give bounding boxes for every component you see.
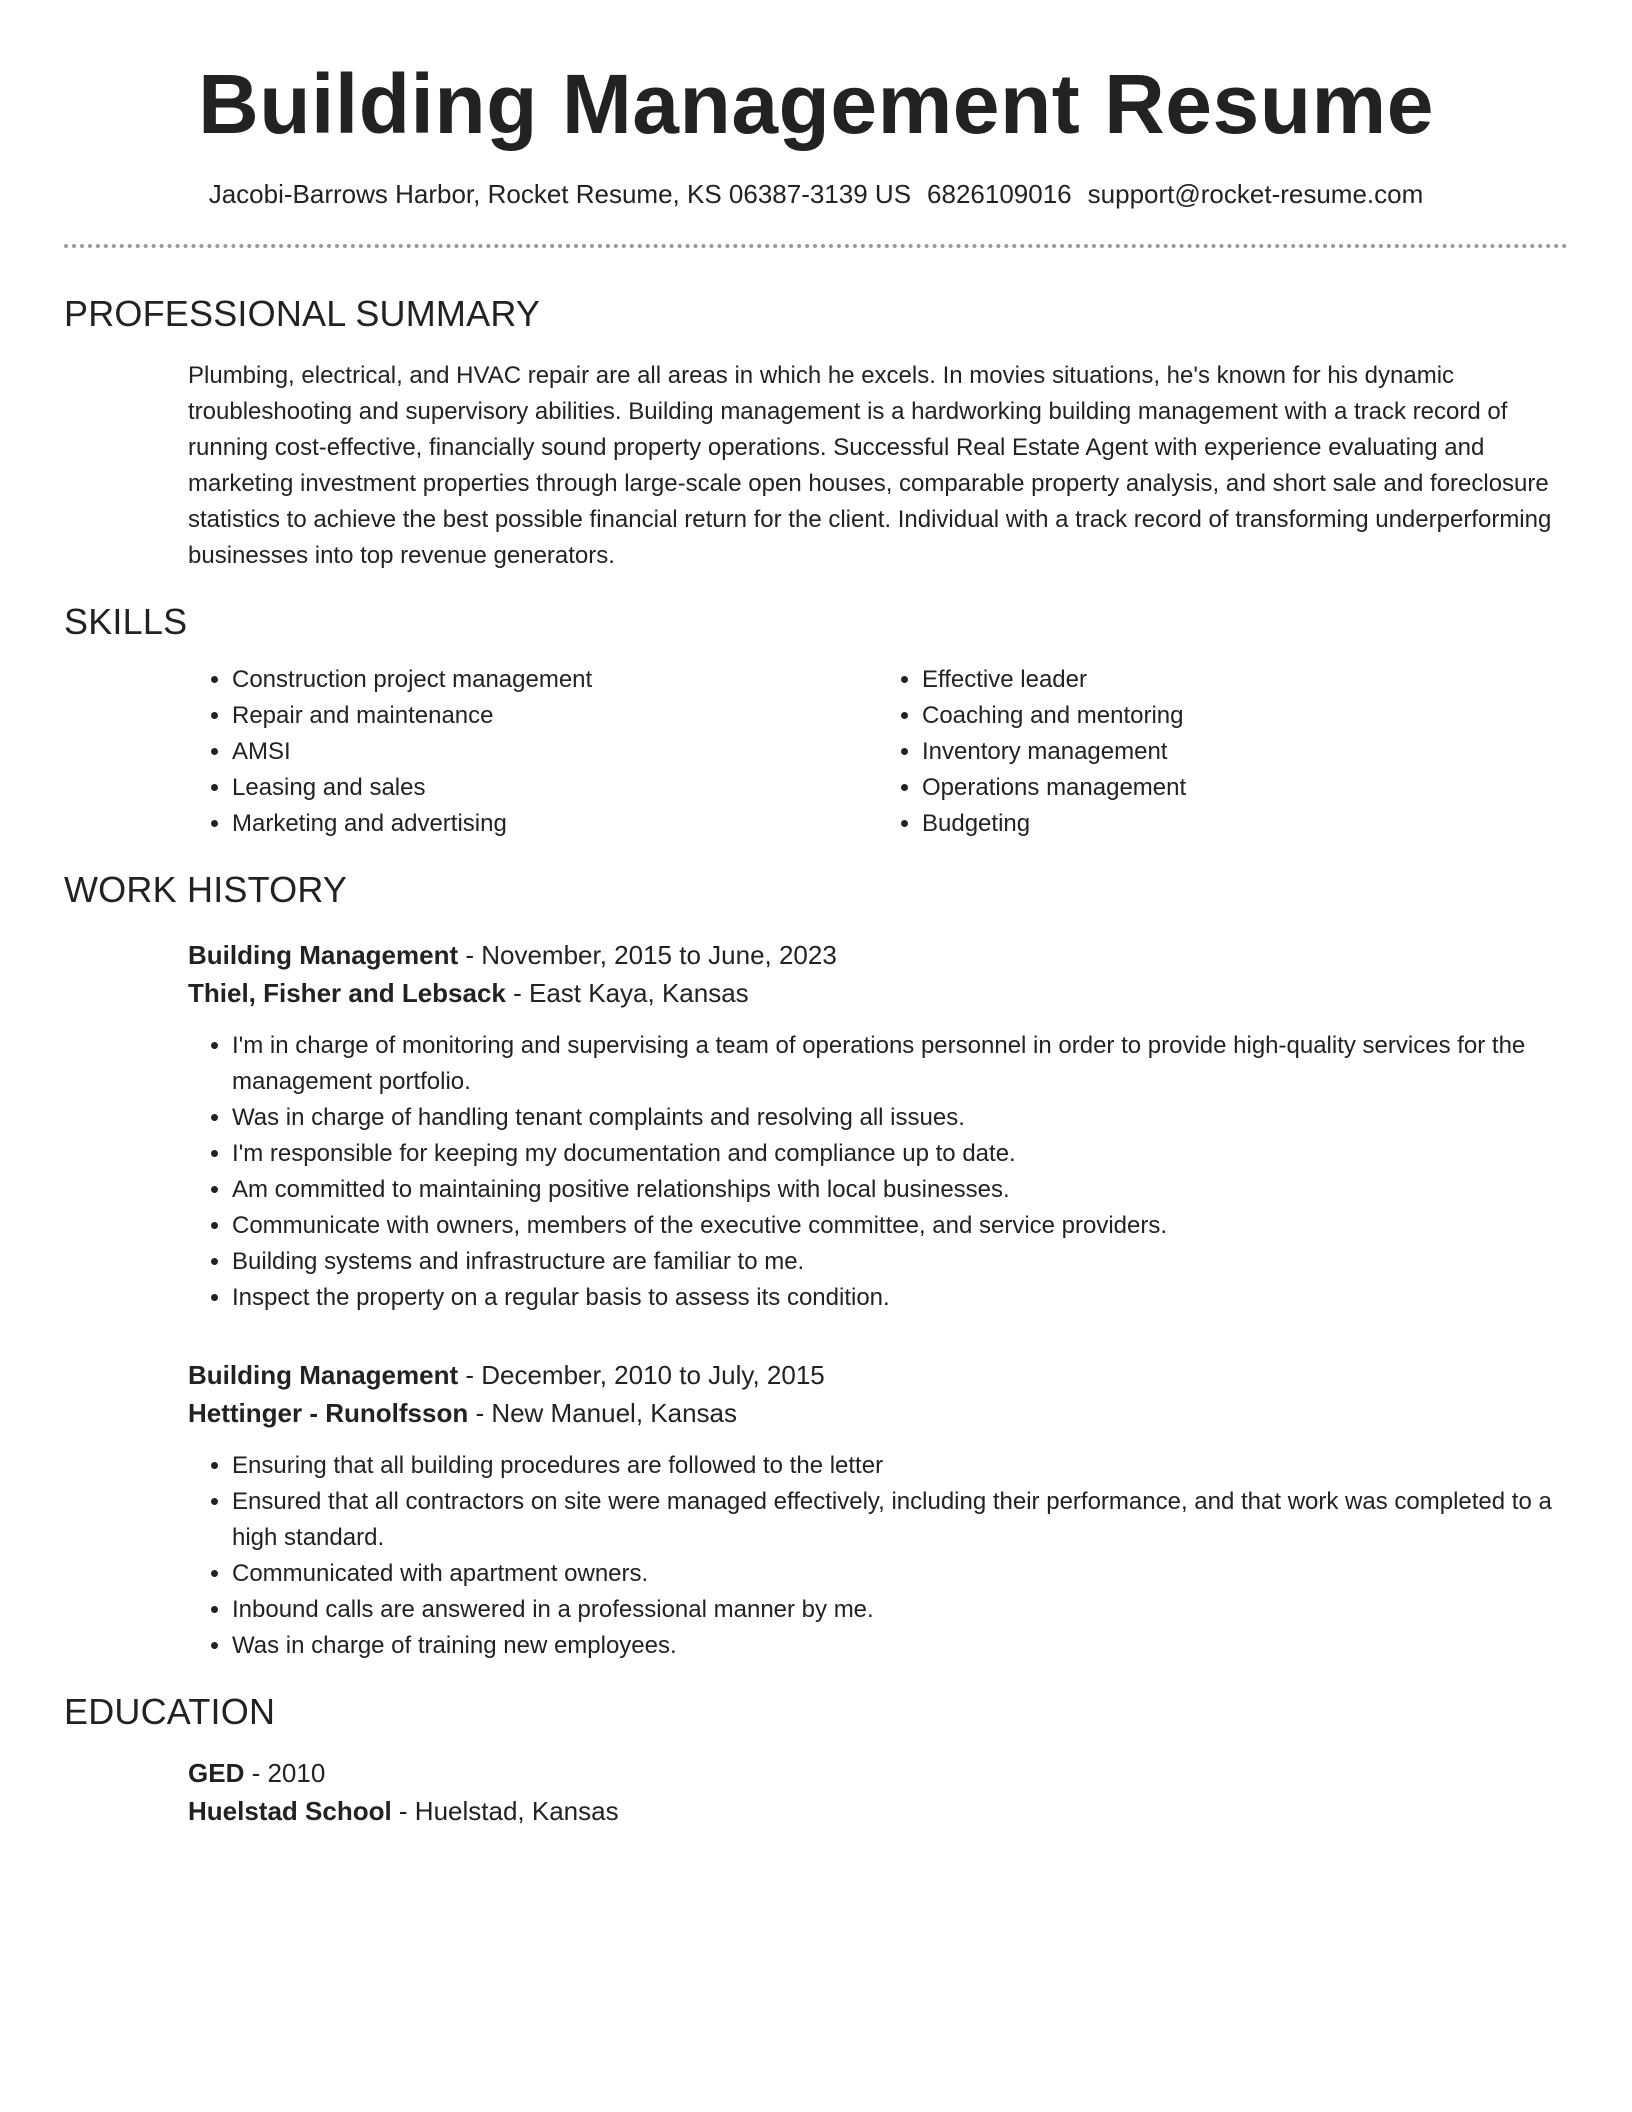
contact-address: Jacobi-Barrows Harbor, Rocket Resume, KS 06387-3139 US (208, 179, 912, 209)
job-entry (188, 1356, 1568, 1664)
education-school-line (188, 1792, 1568, 1830)
job-company: Thiel, Fisher and Lebsack (188, 978, 506, 1008)
job-duties (188, 1028, 1568, 1316)
contact-line (64, 176, 1568, 212)
education-degree: GED (188, 1758, 245, 1788)
skill-item: • Coaching and mentoring (922, 698, 1568, 734)
duty-item: • Ensuring that all building procedures are followed to the letter (232, 1448, 1568, 1484)
job-company-line (188, 1394, 1568, 1432)
skill-item: • Operations management (922, 770, 1568, 806)
education-location: - Huelstad, Kansas (391, 1796, 619, 1826)
skill-item: • Repair and maintenance (232, 698, 878, 734)
job-title-line (188, 936, 1568, 974)
education-year: - 2010 (244, 1758, 326, 1788)
work-heading: WORK HISTORY (64, 869, 348, 910)
skill-item: • AMSI (232, 734, 878, 770)
duty-item: • Was in charge of training new employees. (232, 1628, 1568, 1664)
contact-email: support@rocket-resume.com (1087, 179, 1424, 209)
contact-phone: 6826109016 (927, 179, 1072, 209)
job-title: Building Management (188, 940, 459, 970)
job-dates: - December, 2010 to July, 2015 (458, 1360, 825, 1390)
duty-item: • I'm responsible for keeping my documentation and compliance up to date. (232, 1136, 1568, 1172)
resume-page (64, 0, 1568, 1830)
resume-title: Building Management Resume (198, 57, 1434, 151)
duty-item: • Inbound calls are answered in a professional manner by me. (232, 1592, 1568, 1628)
job-location: - New Manuel, Kansas (468, 1398, 738, 1428)
job-title: Building Management (188, 1360, 459, 1390)
job-entry (188, 936, 1568, 1316)
skill-item: • Budgeting (922, 806, 1568, 842)
duty-item: • I'm in charge of monitoring and supervising a team of operations personnel in order to provide high-quality services for the management portfolio. (232, 1028, 1568, 1100)
duty-item: • Inspect the property on a regular basis to assess its condition. (232, 1280, 1568, 1316)
duty-item: • Building systems and infrastructure are familiar to me. (232, 1244, 1568, 1280)
header-divider (64, 244, 1568, 248)
job-company: Hettinger - Runolfsson (188, 1398, 469, 1428)
education-heading: EDUCATION (64, 1691, 276, 1732)
duty-item: • Communicated with apartment owners. (232, 1556, 1568, 1592)
duty-item: • Ensured that all contractors on site were managed effectively, including their performance, and that work was completed to a high standard. (232, 1484, 1568, 1556)
summary-text: Plumbing, electrical, and HVAC repair are all areas in which he excels. In movies situations, he's known for his dynamic troubleshooting and supervisory abilities. Building management is a hardworking building management with a track record of running cost-effective, financially sound property operations. Successful Real Estate Agent with experience evaluating and marketing investment properties through large-scale open houses, comparable property analysis, and short sale and foreclosure statistics to achieve the best possible financial return for the client. Individual with a track record of transforming underperforming businesses into top revenue generators. (188, 362, 1552, 569)
duty-item: • Was in charge of handling tenant complaints and resolving all issues. (232, 1100, 1568, 1136)
work-body (188, 936, 1568, 1664)
education-degree-line (188, 1754, 1568, 1792)
job-duties (188, 1448, 1568, 1664)
duty-item: • Am committed to maintaining positive relationships with local businesses. (232, 1172, 1568, 1208)
skill-item: • Marketing and advertising (232, 806, 878, 842)
education-body (188, 1754, 1568, 1830)
skills-column-right (878, 662, 1568, 842)
skill-item: • Effective leader (922, 662, 1568, 698)
skills-heading: SKILLS (64, 601, 188, 642)
summary-body (188, 358, 1568, 574)
skill-item: • Construction project management (232, 662, 878, 698)
skill-item: • Inventory management (922, 734, 1568, 770)
skills-list (188, 662, 1568, 842)
skill-item: • Leasing and sales (232, 770, 878, 806)
job-location: - East Kaya, Kansas (505, 978, 749, 1008)
job-company-line (188, 974, 1568, 1012)
duty-item: • Communicate with owners, members of the executive committee, and service providers. (232, 1208, 1568, 1244)
summary-heading: PROFESSIONAL SUMMARY (64, 293, 541, 334)
job-title-line (188, 1356, 1568, 1394)
job-dates: - November, 2015 to June, 2023 (458, 940, 837, 970)
skills-column-left (188, 662, 878, 842)
education-school: Huelstad School (188, 1796, 392, 1826)
